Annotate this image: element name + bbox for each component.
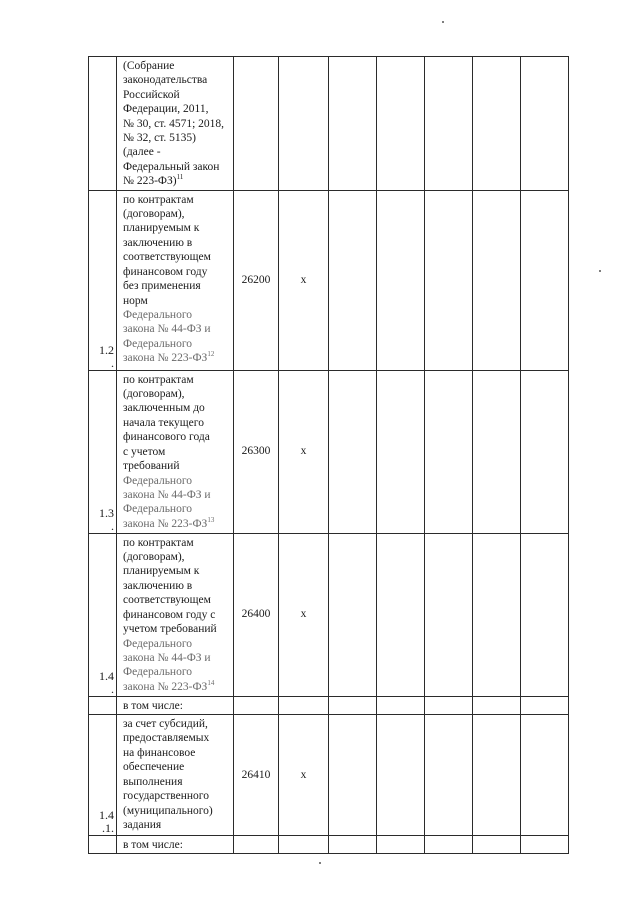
row-number: 1.3 . — [99, 505, 114, 533]
indicator-name — [117, 836, 233, 853]
row-number — [89, 697, 116, 710]
indicator-name-line: Федерального — [123, 474, 193, 487]
empty-value-cell — [377, 533, 425, 696]
indicator-name-line: планируемым к — [123, 565, 200, 578]
empty-value-cell — [425, 533, 473, 696]
empty-value-cell — [521, 533, 569, 696]
x-mark: x — [279, 533, 329, 696]
empty-value-cell — [473, 370, 521, 533]
indicator-name-cell — [117, 57, 234, 191]
empty-value-cell — [329, 696, 377, 714]
row-number-cell — [89, 715, 117, 836]
row-number: 1.2 . — [99, 342, 114, 370]
indicator-name-line: закона № 223-ФЗ$^{13}$ — [123, 515, 215, 530]
row-code — [234, 836, 279, 854]
indicator-name-cell — [117, 715, 234, 836]
indicator-name-line: обеспечение — [123, 761, 185, 774]
indicator-name-line: законодательства — [123, 74, 208, 87]
row-number-cell — [89, 370, 117, 533]
empty-value-cell — [377, 190, 425, 370]
row-number-cell — [89, 190, 117, 370]
indicator-name-line: (далее - — [123, 146, 161, 159]
indicator-name-line: Федерального — [123, 337, 193, 350]
empty-value-cell — [425, 836, 473, 854]
indicator-name-cell — [117, 190, 234, 370]
table-row — [89, 370, 569, 533]
empty-value-cell — [521, 715, 569, 836]
empty-value-cell — [521, 57, 569, 191]
indicator-name-line: закона № 44-ФЗ и — [123, 323, 211, 336]
x-mark: x — [279, 370, 329, 533]
indicator-name-line: за счет субсидий, — [123, 718, 208, 731]
row-number — [89, 836, 116, 851]
indicator-name-line: финансового года — [123, 431, 210, 444]
indicator-name-cell — [117, 370, 234, 533]
indicator-name-line: Федеральный закон — [123, 160, 220, 173]
empty-value-cell — [521, 836, 569, 854]
indicator-name-line: (муниципального) — [123, 804, 213, 817]
indicator-name-line: требований — [123, 460, 180, 473]
indicator-name-line: закона № 44-ФЗ и — [123, 488, 211, 501]
indicator-name-line: Федерального — [123, 308, 193, 321]
footnote-marker: 14 — [207, 678, 215, 687]
indicator-name — [117, 534, 233, 695]
footnote-marker: 13 — [207, 515, 215, 524]
row-number-cell — [89, 57, 117, 191]
indicator-name-line: учетом требований — [123, 623, 217, 636]
table-body — [89, 57, 569, 854]
empty-value-cell — [425, 370, 473, 533]
indicator-name-line: по контрактам — [123, 193, 194, 206]
indicator-name-line: выполнения — [123, 775, 183, 788]
indicator-name-line: предоставляемых — [123, 732, 210, 745]
empty-value-cell — [473, 715, 521, 836]
empty-value-cell — [329, 836, 377, 854]
row-number-cell — [89, 696, 117, 714]
indicator-name-line: (договорам), — [123, 208, 185, 221]
indicator-name-cell — [117, 533, 234, 696]
footnote-marker: 12 — [207, 350, 215, 359]
indicator-name-line: по контрактам — [123, 373, 194, 386]
empty-value-cell — [377, 696, 425, 714]
empty-value-cell — [425, 715, 473, 836]
indicator-name-line: начала текущего — [123, 416, 204, 429]
table-row — [89, 715, 569, 836]
indicator-name-cell — [117, 696, 234, 714]
indicator-name-line: № 32, ст. 5135) — [123, 132, 196, 145]
row-code: 26410 — [234, 715, 279, 836]
indicator-name-line: (Собрание — [123, 60, 175, 72]
indicator-name — [117, 371, 233, 532]
row-code: 26300 — [234, 370, 279, 533]
empty-value-cell — [377, 57, 425, 191]
indicator-name-line: (договорам), — [123, 388, 185, 401]
row-code — [234, 696, 279, 714]
indicator-name-line: № 30, ст. 4571; 2018, — [123, 117, 225, 130]
indicator-name-line: финансовом году с — [123, 608, 216, 621]
indicator-name-cell — [117, 836, 234, 854]
empty-value-cell — [329, 57, 377, 191]
table-row — [89, 190, 569, 370]
empty-value-cell — [473, 190, 521, 370]
row-number — [89, 57, 116, 180]
scan-speck — [599, 270, 601, 272]
indicator-name-line: планируемым к — [123, 222, 200, 235]
empty-value-cell — [425, 696, 473, 714]
empty-value-cell — [473, 57, 521, 191]
indicator-name-line: Российской — [123, 88, 180, 101]
empty-value-cell — [473, 836, 521, 854]
row-code: 26400 — [234, 533, 279, 696]
indicator-name-line: по контрактам — [123, 536, 194, 549]
indicator-name-line: соответствующем — [123, 594, 211, 607]
empty-value-cell — [377, 715, 425, 836]
indicator-name-line: заключению в — [123, 579, 193, 592]
empty-value-cell — [473, 696, 521, 714]
empty-value-cell — [425, 190, 473, 370]
indicator-name-line: заключенным до — [123, 402, 205, 415]
table-row — [89, 696, 569, 714]
row-number-cell — [89, 836, 117, 854]
indicator-name-line: закона № 223-ФЗ$^{12}$ — [123, 350, 215, 365]
indicator-name-line: норм — [123, 294, 148, 307]
indicator-name-line: заключению в — [123, 236, 193, 249]
indicator-name-line: Федерального — [123, 666, 193, 679]
indicator-name-line: закона № 223-ФЗ$^{14}$ — [123, 678, 215, 693]
indicator-name-line: Федерального — [123, 503, 193, 516]
indicator-name-line: государственного — [123, 790, 209, 803]
table-row — [89, 57, 569, 191]
empty-value-cell — [329, 533, 377, 696]
row-number: 1.4 .1. — [99, 808, 114, 836]
indicator-name-line: Федерального — [123, 637, 193, 650]
footnote-marker: 11 — [176, 173, 184, 182]
indicator-name-line: в том числе: — [123, 839, 183, 852]
indicator-name-line: Федерации, 2011, — [123, 103, 209, 116]
indicator-name-line: в том числе: — [123, 699, 183, 712]
indicator-name-line: (договорам), — [123, 551, 185, 564]
indicator-name-line: без применения — [123, 280, 201, 293]
row-number-cell — [89, 533, 117, 696]
x-mark: x — [279, 715, 329, 836]
empty-value-cell — [329, 715, 377, 836]
row-code — [234, 57, 279, 191]
indicator-name-line: финансовом году — [123, 265, 208, 278]
indicator-name-line: № 223-ФЗ)$^{11}$ — [123, 173, 184, 188]
empty-value-cell — [521, 190, 569, 370]
indicator-name — [117, 57, 233, 190]
indicator-name — [117, 715, 233, 833]
scan-speck — [319, 862, 321, 864]
indicator-name-line: с учетом — [123, 445, 166, 458]
empty-value-cell — [329, 370, 377, 533]
x-mark — [279, 696, 329, 714]
empty-value-cell — [425, 57, 473, 191]
indicator-name-line: соответствующем — [123, 251, 211, 264]
empty-value-cell — [521, 370, 569, 533]
empty-value-cell — [377, 836, 425, 854]
table-row — [89, 836, 569, 854]
scan-speck — [442, 21, 444, 23]
empty-value-cell — [377, 370, 425, 533]
row-code: 26200 — [234, 190, 279, 370]
x-mark: x — [279, 190, 329, 370]
plan-table — [88, 56, 569, 854]
x-mark — [279, 836, 329, 854]
row-number: 1.4 . — [99, 668, 114, 696]
x-mark — [279, 57, 329, 191]
indicator-name — [117, 191, 233, 367]
indicator-name-line: закона № 44-ФЗ и — [123, 651, 211, 664]
table-row — [89, 533, 569, 696]
indicator-name-line: на финансовое — [123, 746, 196, 759]
empty-value-cell — [521, 696, 569, 714]
empty-value-cell — [473, 533, 521, 696]
indicator-name-line: задания — [123, 818, 162, 831]
empty-value-cell — [329, 190, 377, 370]
indicator-name — [117, 697, 233, 714]
